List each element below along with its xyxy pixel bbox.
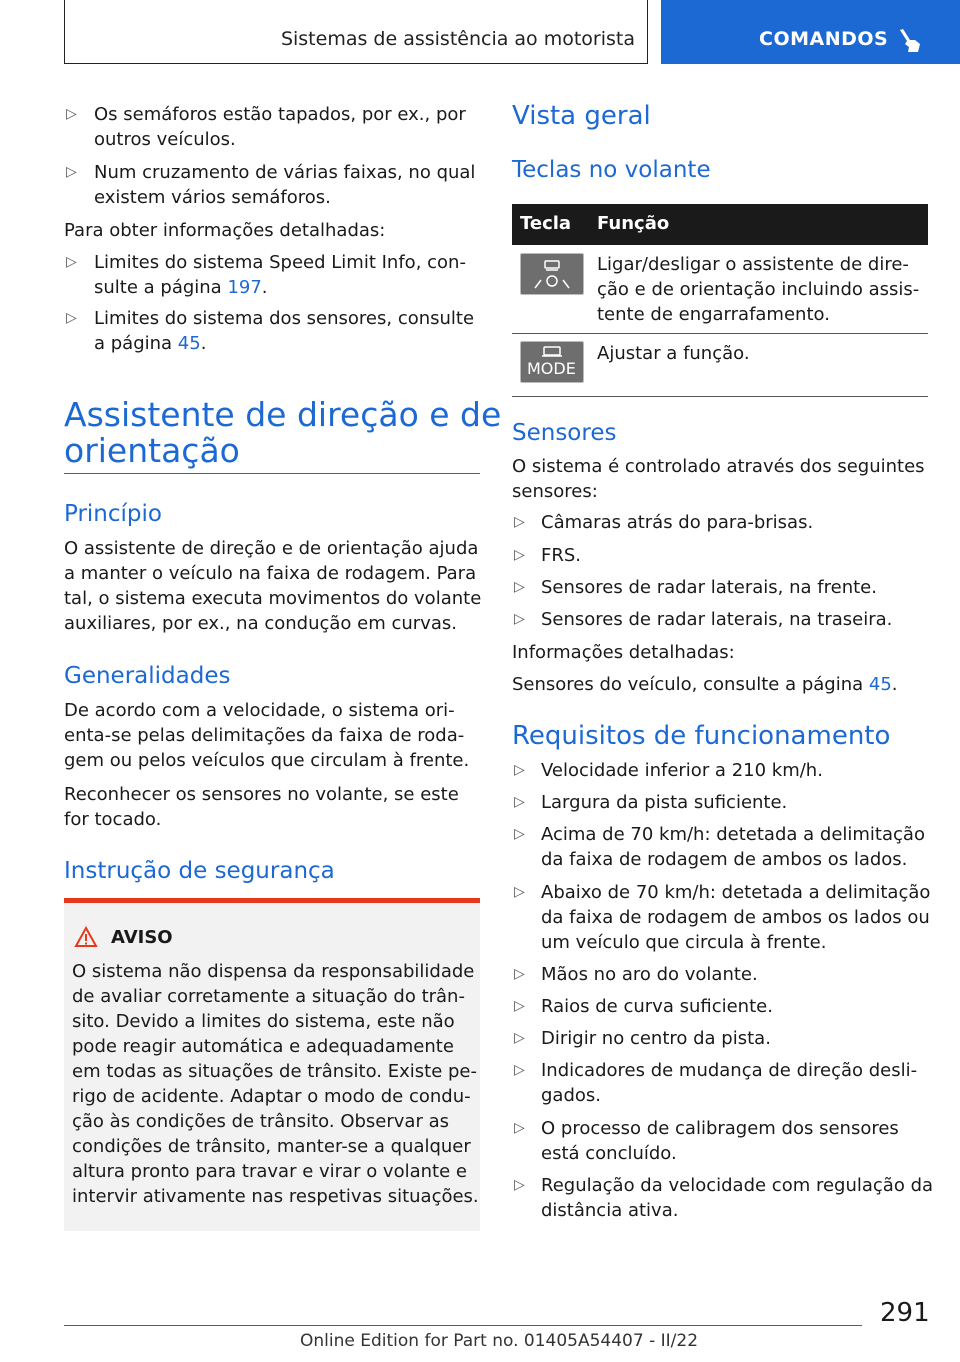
teclas-heading: Teclas no volante [512, 157, 711, 183]
requisito-item: está concluído. [541, 1143, 677, 1164]
requisito-item: O processo de calibragem dos sensores [541, 1118, 899, 1139]
footer-rule [64, 1325, 862, 1326]
sensores-intro-line: sensores: [512, 481, 598, 502]
warning-text-line: pode reagir automática e adequadamente [72, 1036, 454, 1057]
sensor-item: FRS. [541, 545, 582, 566]
bullet-marker: ▷ [514, 884, 525, 900]
sensores-heading: Sensores [512, 420, 617, 446]
requisito-item: Indicadores de mudança de direção desli- [541, 1060, 918, 1081]
page-link[interactable]: 197 [227, 277, 262, 298]
requisito-item: um veículo que circula à frente. [541, 932, 827, 953]
requisito-item: Dirigir no centro da pista. [541, 1028, 771, 1049]
warning-text-line: em todas as situações de trânsito. Existe pe- [72, 1061, 477, 1082]
punctuation: . [891, 674, 898, 695]
table-row-2-text-line: Ajustar a função. [597, 343, 750, 364]
bullet-marker: ▷ [66, 106, 77, 122]
table-row-1-text-line: ção e de orientação incluindo assis- [597, 279, 920, 300]
warning-icon [74, 926, 98, 948]
warning-text-line: de avaliar corretamente a situação do trân- [72, 986, 465, 1007]
requisito-item: distância ativa. [541, 1200, 679, 1221]
generalidades-text-line: for tocado. [64, 809, 162, 830]
principio-heading: Princípio [64, 501, 162, 527]
requisito-item: Abaixo de 70 km/h: detetada a delimitação [541, 882, 931, 903]
warning-title: AVISO [111, 927, 173, 948]
list-item: Num cruzamento de várias faixas, no qual [94, 162, 476, 183]
list-item: existem vários semáforos. [94, 187, 331, 208]
requisito-item: Regulação da velocidade com regulação da [541, 1175, 934, 1196]
bullet-marker: ▷ [514, 1062, 525, 1078]
bullet-marker: ▷ [66, 254, 77, 270]
requisito-item: Raios de curva suficiente. [541, 996, 773, 1017]
bullet-marker: ▷ [514, 966, 525, 982]
requisito-item: Mãos no aro do volante. [541, 964, 758, 985]
table-header-funcao: Função [597, 213, 670, 234]
table-bottom-rule [512, 396, 928, 397]
details-label: Para obter informações detalhadas: [64, 220, 386, 241]
generalidades-text-line: enta-se pelas delimitações da faixa de roda- [64, 725, 465, 746]
bullet-marker: ▷ [514, 826, 525, 842]
generalidades-text-line: De acordo com a velocidade, o sistema ori- [64, 700, 455, 721]
bullet-marker: ▷ [514, 998, 525, 1014]
principio-text-line: tal, o sistema executa movimentos do volante [64, 588, 482, 609]
edition-info: Online Edition for Part no. 01405A54407 - II/22 [300, 1331, 699, 1351]
list-item: sulte a página 197. [94, 277, 268, 298]
warning-text-line: altura pronto para travar e virar o volante e [72, 1161, 467, 1182]
requisito-item: gados. [541, 1085, 601, 1106]
list-item: Limites do sistema Speed Limit Info, con- [94, 252, 466, 273]
bullet-marker: ▷ [514, 794, 525, 810]
requisitos-heading: Requisitos de funcionamento [512, 721, 891, 751]
generalidades-text-line: Reconhecer os sensores no volante, se este [64, 784, 459, 805]
principio-text-line: a manter o veículo na faixa de rodagem. Para [64, 563, 477, 584]
sensor-item: Sensores de radar laterais, na frente. [541, 577, 877, 598]
punctuation: . [200, 333, 207, 354]
requisito-item: Acima de 70 km/h: detetada a delimitação [541, 824, 925, 845]
warning-text-line: intervir ativamente nas respetivas situações. [72, 1186, 479, 1207]
main-heading: orientação [64, 431, 240, 470]
generalidades-heading: Generalidades [64, 663, 231, 689]
table-header-tecla: Tecla [520, 213, 572, 234]
table-row-separator [512, 333, 928, 334]
list-item: Os semáforos estão tapados, por ex., por [94, 104, 466, 125]
requisito-item: Velocidade inferior a 210 km/h. [541, 760, 823, 781]
table-row-1-text-line: Ligar/desligar o assistente de dire- [597, 254, 909, 275]
page-link[interactable]: 45 [177, 333, 201, 354]
bullet-marker: ▷ [66, 164, 77, 180]
vista-heading: Vista geral [512, 101, 651, 131]
requisito-item: da faixa de rodagem de ambos os lados. [541, 849, 908, 870]
sensor-item: Câmaras atrás do para-brisas. [541, 512, 814, 533]
bullet-marker: ▷ [514, 514, 525, 530]
bullet-marker: ▷ [66, 310, 77, 326]
sensor-item: Sensores de radar laterais, na traseira. [541, 609, 893, 630]
bullet-marker: ▷ [514, 547, 525, 563]
warning-text-line: condições de trânsito, manter-se a qualquer [72, 1136, 471, 1157]
tab-label[interactable]: COMANDOS [759, 28, 889, 50]
bullet-marker: ▷ [514, 611, 525, 627]
generalidades-text-line: gem ou pelos veículos que circulam à frente. [64, 750, 470, 771]
heading-rule [64, 473, 480, 474]
bullet-marker: ▷ [514, 1030, 525, 1046]
warning-text-line: O sistema não dispensa da responsabilidade [72, 961, 475, 982]
bullet-marker: ▷ [514, 579, 525, 595]
warning-text-line: sito. Devido a limites do sistema, este não [72, 1011, 455, 1032]
bullet-marker: ▷ [514, 762, 525, 778]
bullet-marker: ▷ [514, 1177, 525, 1193]
page-link[interactable]: 45 [868, 674, 892, 695]
warning-text-line: rigo de acidente. Adaptar o modo de condu- [72, 1086, 471, 1107]
sensores-intro-line: O sistema é controlado através dos seguintes [512, 456, 925, 477]
list-item: Limites do sistema dos sensores, consulte [94, 308, 475, 329]
punctuation: . [261, 277, 268, 298]
sensor-ref: Sensores do veículo, consulte a página 45. [512, 674, 898, 695]
main-heading: Assistente de direção e de [64, 395, 502, 434]
warning-text-line: ção às condições de trânsito. Observar as [72, 1111, 449, 1132]
steering-assist-button-icon[interactable] [520, 253, 584, 295]
principio-text-line: auxiliares, por ex., na condução em curvas. [64, 613, 457, 634]
list-item: a página 45. [94, 333, 207, 354]
bullet-marker: ▷ [514, 1120, 525, 1136]
principio-text-line: O assistente de direção e de orientação ajuda [64, 538, 479, 559]
requisito-item: Largura da pista suficiente. [541, 792, 788, 813]
table-row-1-text-line: tente de engarrafamento. [597, 304, 830, 325]
section-title: Sistemas de assistência ao motorista [280, 28, 635, 50]
info-label: Informações detalhadas: [512, 642, 735, 663]
page-number: 291 [880, 1298, 930, 1328]
pointing-hand-icon [896, 27, 922, 55]
requisito-item: da faixa de rodagem de ambos os lados ou [541, 907, 930, 928]
list-item: outros veículos. [94, 129, 236, 150]
seguranca-heading: Instrução de segurança [64, 858, 335, 884]
mode-key-label: MODE [527, 359, 576, 378]
table-header [512, 204, 928, 245]
